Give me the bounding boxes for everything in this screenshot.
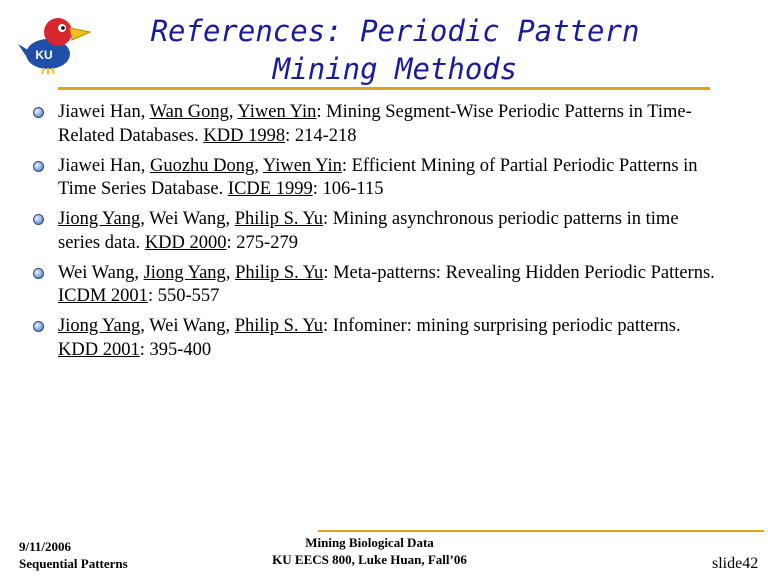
footer-date: 9/11/2006 (19, 539, 72, 554)
title-divider (58, 87, 710, 90)
reference-link[interactable]: KDD 2000 (144, 232, 227, 253)
reference-link[interactable]: Jiong Yang (58, 316, 141, 336)
bullet-icon (33, 268, 44, 279)
slide-title: References: Periodic Pattern Mining Methods (150, 14, 640, 86)
reference-link[interactable]: Jiong Yang (143, 262, 226, 283)
reference-text: Wei Wang, (58, 262, 144, 283)
reference-text: : Infominer: mining surprising periodic patterns. (322, 316, 681, 336)
reference-text: : Mining asynchronous periodic patterns in time series data. (58, 209, 679, 253)
reference-item (30, 208, 720, 255)
reference-text: : Efficient Mining of Partial Periodic Patterns in Time Series Database. (58, 155, 698, 199)
reference-link[interactable]: Yiwen Yin (262, 155, 342, 176)
reference-link[interactable]: ICDM 2001 (58, 286, 148, 306)
reference-text: , (225, 262, 236, 283)
footer-course-info: KU EECS 800, Luke Huan, Fall’06 (272, 552, 467, 567)
reference-list (30, 101, 720, 369)
reference-text: : 275-279 (226, 232, 298, 253)
footer-topic: Sequential Patterns (19, 556, 128, 571)
reference-link[interactable]: Yiwen Yin (237, 102, 317, 122)
reference-item (30, 155, 720, 202)
reference-text: , Wei Wang, (140, 316, 235, 336)
reference-link[interactable]: Guozhu Dong (149, 155, 255, 176)
reference-text: : 550-557 (147, 286, 220, 306)
footer-center (262, 534, 477, 568)
footer-divider (318, 530, 764, 532)
reference-text: : 214-218 (285, 125, 357, 146)
reference-link[interactable]: Philip S. Yu (234, 316, 323, 336)
footer-left (19, 538, 128, 572)
bullet-icon (33, 161, 44, 172)
reference-item (30, 101, 720, 148)
reference-link[interactable]: KDD 2001 (58, 339, 140, 360)
ku-jayhawk-logo (14, 10, 92, 76)
reference-text: , Wei Wang, (140, 209, 235, 229)
slide-number: slide42 (712, 555, 759, 572)
svg-text:KU: KU (35, 48, 53, 62)
reference-text: , (140, 155, 150, 176)
reference-text: Jiawei Han (58, 155, 141, 176)
reference-link[interactable]: Jiong Yang (58, 209, 141, 229)
reference-item (30, 262, 720, 309)
reference-text: : Mining Segment-Wise Periodic Patterns in Time-Related Databases. (58, 102, 692, 146)
bullet-icon (33, 107, 44, 118)
reference-link[interactable]: KDD 1998 (203, 125, 286, 146)
reference-text: , (140, 102, 150, 122)
reference-item (30, 315, 720, 362)
reference-text: Jiawei Han (58, 102, 141, 122)
reference-text: , (254, 155, 263, 176)
reference-link[interactable]: ICDE 1999 (227, 179, 313, 199)
reference-text: : Meta-patterns: Revealing Hidden Periodic Patterns. (323, 262, 715, 283)
reference-text: : 395-400 (139, 339, 212, 360)
footer-course-title: Mining Biological Data (305, 535, 434, 550)
reference-text: , (228, 102, 238, 122)
reference-link[interactable]: Wan Gong (149, 102, 229, 122)
reference-link[interactable]: Philip S. Yu (234, 209, 323, 229)
reference-link[interactable]: Philip S. Yu (235, 262, 324, 283)
bullet-icon (33, 321, 44, 332)
bullet-icon (33, 214, 44, 225)
reference-text: : 106-115 (312, 179, 384, 199)
